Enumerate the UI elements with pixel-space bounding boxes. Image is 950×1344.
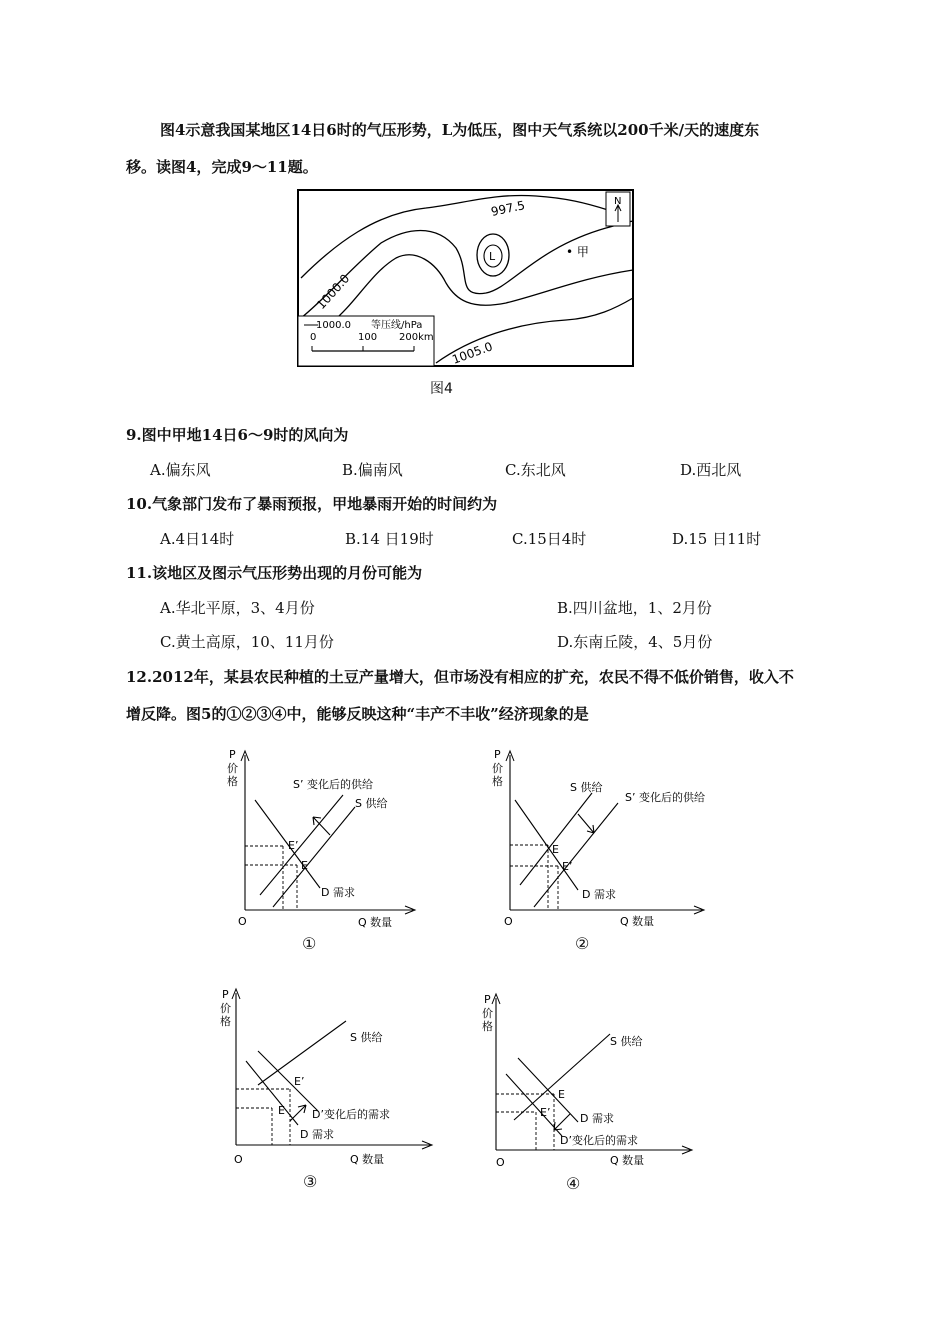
q11-option-b: B.四川盆地，1、2月份: [557, 599, 712, 617]
graph-3-y-p: P: [222, 988, 229, 1001]
graph-2-supply-line: [520, 793, 592, 885]
graph-1-label-e-prime: E’: [288, 839, 299, 852]
graph-2-origin: O: [504, 915, 513, 928]
graph-1-y-jia: 价: [227, 762, 238, 775]
graph-2-number: ②: [575, 934, 590, 953]
graph-3-label-d: D 需求: [300, 1128, 334, 1141]
q11-stem: 11.该地区及图示气压形势出现的月份可能为: [126, 564, 423, 582]
graph-1-number: ①: [302, 934, 317, 953]
graph-3-label-e: E: [278, 1104, 285, 1117]
graph-4-label-s: S 供给: [610, 1035, 643, 1048]
graph-1-label-s: S 供给: [355, 797, 388, 810]
low-label: L: [489, 250, 496, 263]
q11-option-d: D.东南丘陵，4、5月份: [557, 633, 713, 651]
graph-4-y-p: P: [484, 993, 491, 1006]
graph-2-y-ge: 格: [492, 775, 503, 788]
graph-3-shift-arrow-icon: [290, 1105, 306, 1121]
q9-option-a: A.偏东风: [150, 461, 211, 479]
graph-1-origin: O: [238, 915, 247, 928]
graph-4-origin: O: [496, 1156, 505, 1169]
graph-3-origin: O: [234, 1153, 243, 1166]
graph-4-number: ④: [566, 1174, 581, 1193]
graph-4: [478, 990, 708, 1175]
q10-option-b: B.14 日19时: [345, 530, 434, 548]
q11-option-c: C.黄土高原，10、11月份: [160, 633, 334, 651]
q9-option-c: C.东北风: [505, 461, 566, 479]
isobar-label-1000-0: 1000.0: [313, 271, 353, 313]
q9-option-d: D.西北风: [680, 461, 742, 479]
graph-4-supply-line: [514, 1034, 610, 1120]
graph-1-y-p: P: [229, 748, 236, 761]
graph-4-y-ge: 格: [482, 1020, 493, 1033]
graph-3-number: ③: [303, 1172, 318, 1191]
q12-stem-line-2: 增反降。图5的①②③④中，能够反映这种“丰产不丰收”经济现象的是: [126, 705, 589, 723]
graph-2-shift-arrow-icon: [578, 814, 594, 833]
q10-stem: 10.气象部门发布了暴雨预报，甲地暴雨开始的时间约为: [126, 495, 498, 513]
isobar-label-997-5: 997.5: [489, 198, 527, 219]
graph-3-label-s: S 供给: [350, 1031, 383, 1044]
q11-option-a: A.华北平原，3、4月份: [160, 599, 315, 617]
q12-stem-line-1: 12.2012年，某县农民种植的土豆产量增大，但市场没有相应的扩充，农民不得不低价销售，收入不: [126, 668, 794, 686]
north-label: N: [614, 196, 622, 207]
graph-1-label-s-prime: S’ 变化后的供给: [293, 778, 373, 791]
graph-1-label-e: E: [301, 859, 308, 872]
graph-3-label-e-prime: E’: [294, 1075, 305, 1088]
graph-4-label-e-prime: E’: [540, 1106, 551, 1119]
graph-2-label-e-prime: E’: [562, 860, 573, 873]
graph-1-shift-arrow-icon: [313, 817, 330, 835]
graph-1-x-label: Q 数量: [358, 916, 393, 929]
graph-3: [218, 985, 448, 1170]
scale-tick-200: 200km: [399, 332, 434, 343]
graph-3-y-ge: 格: [220, 1015, 231, 1028]
graph-2-label-s-prime: S’ 变化后的供给: [625, 791, 705, 804]
q10-option-c: C.15日4时: [512, 530, 587, 548]
graph-2-y-p: P: [494, 748, 501, 761]
q9-stem: 9.图中甲地14日6～9时的风向为: [126, 426, 349, 444]
q9-option-b: B.偏南风: [342, 461, 403, 479]
graph-3-demand-new-line: [258, 1051, 318, 1111]
graph-1-y-ge: 格: [227, 775, 238, 788]
graph-4-label-d: D 需求: [580, 1112, 614, 1125]
map-caption: 图4: [430, 381, 453, 397]
legend-isobar-value: 1000.0: [316, 320, 351, 331]
intro-line-1: 图4示意我国某地区14日6时的气压形势，L为低压，图中天气系统以200千米/天的速度东: [160, 121, 760, 139]
graph-2: [490, 745, 750, 955]
graph-2-label-e: E: [552, 843, 559, 856]
graph-1-supply-new-line: [260, 795, 343, 895]
isobar-label-1005-0: 1005.0: [450, 339, 495, 367]
scale-tick-100: 100: [358, 332, 378, 343]
intro-line-2: 移。读图4，完成9～11题。: [126, 158, 318, 176]
graph-3-label-d-prime: D’变化后的需求: [312, 1108, 390, 1121]
graph-2-label-s: S 供给: [570, 781, 603, 794]
graph-3-y-jia: 价: [220, 1002, 231, 1015]
graph-1-label-d: D 需求: [321, 886, 355, 899]
graph-2-y-jia: 价: [492, 762, 503, 775]
q10-option-a: A.4日14时: [160, 530, 235, 548]
graph-4-label-d-prime: D’变化后的需求: [560, 1134, 638, 1147]
graph-2-label-d: D 需求: [582, 888, 616, 901]
isobar-map: [296, 188, 636, 370]
graph-2-x-label: Q 数量: [620, 915, 655, 928]
graph-1: [225, 745, 435, 955]
scale-tick-0: 0: [310, 332, 317, 343]
graph-3-x-label: Q 数量: [350, 1153, 385, 1166]
q10-option-d: D.15 日11时: [672, 530, 762, 548]
place-jia: • 甲: [566, 245, 589, 259]
graph-4-label-e: E: [558, 1088, 565, 1101]
graph-4-x-label: Q 数量: [610, 1154, 645, 1167]
legend-isobar-text: 等压线/hPa: [371, 320, 423, 331]
graph-4-y-jia: 价: [482, 1007, 493, 1020]
graph-4-shift-arrow-icon: [554, 1114, 570, 1130]
